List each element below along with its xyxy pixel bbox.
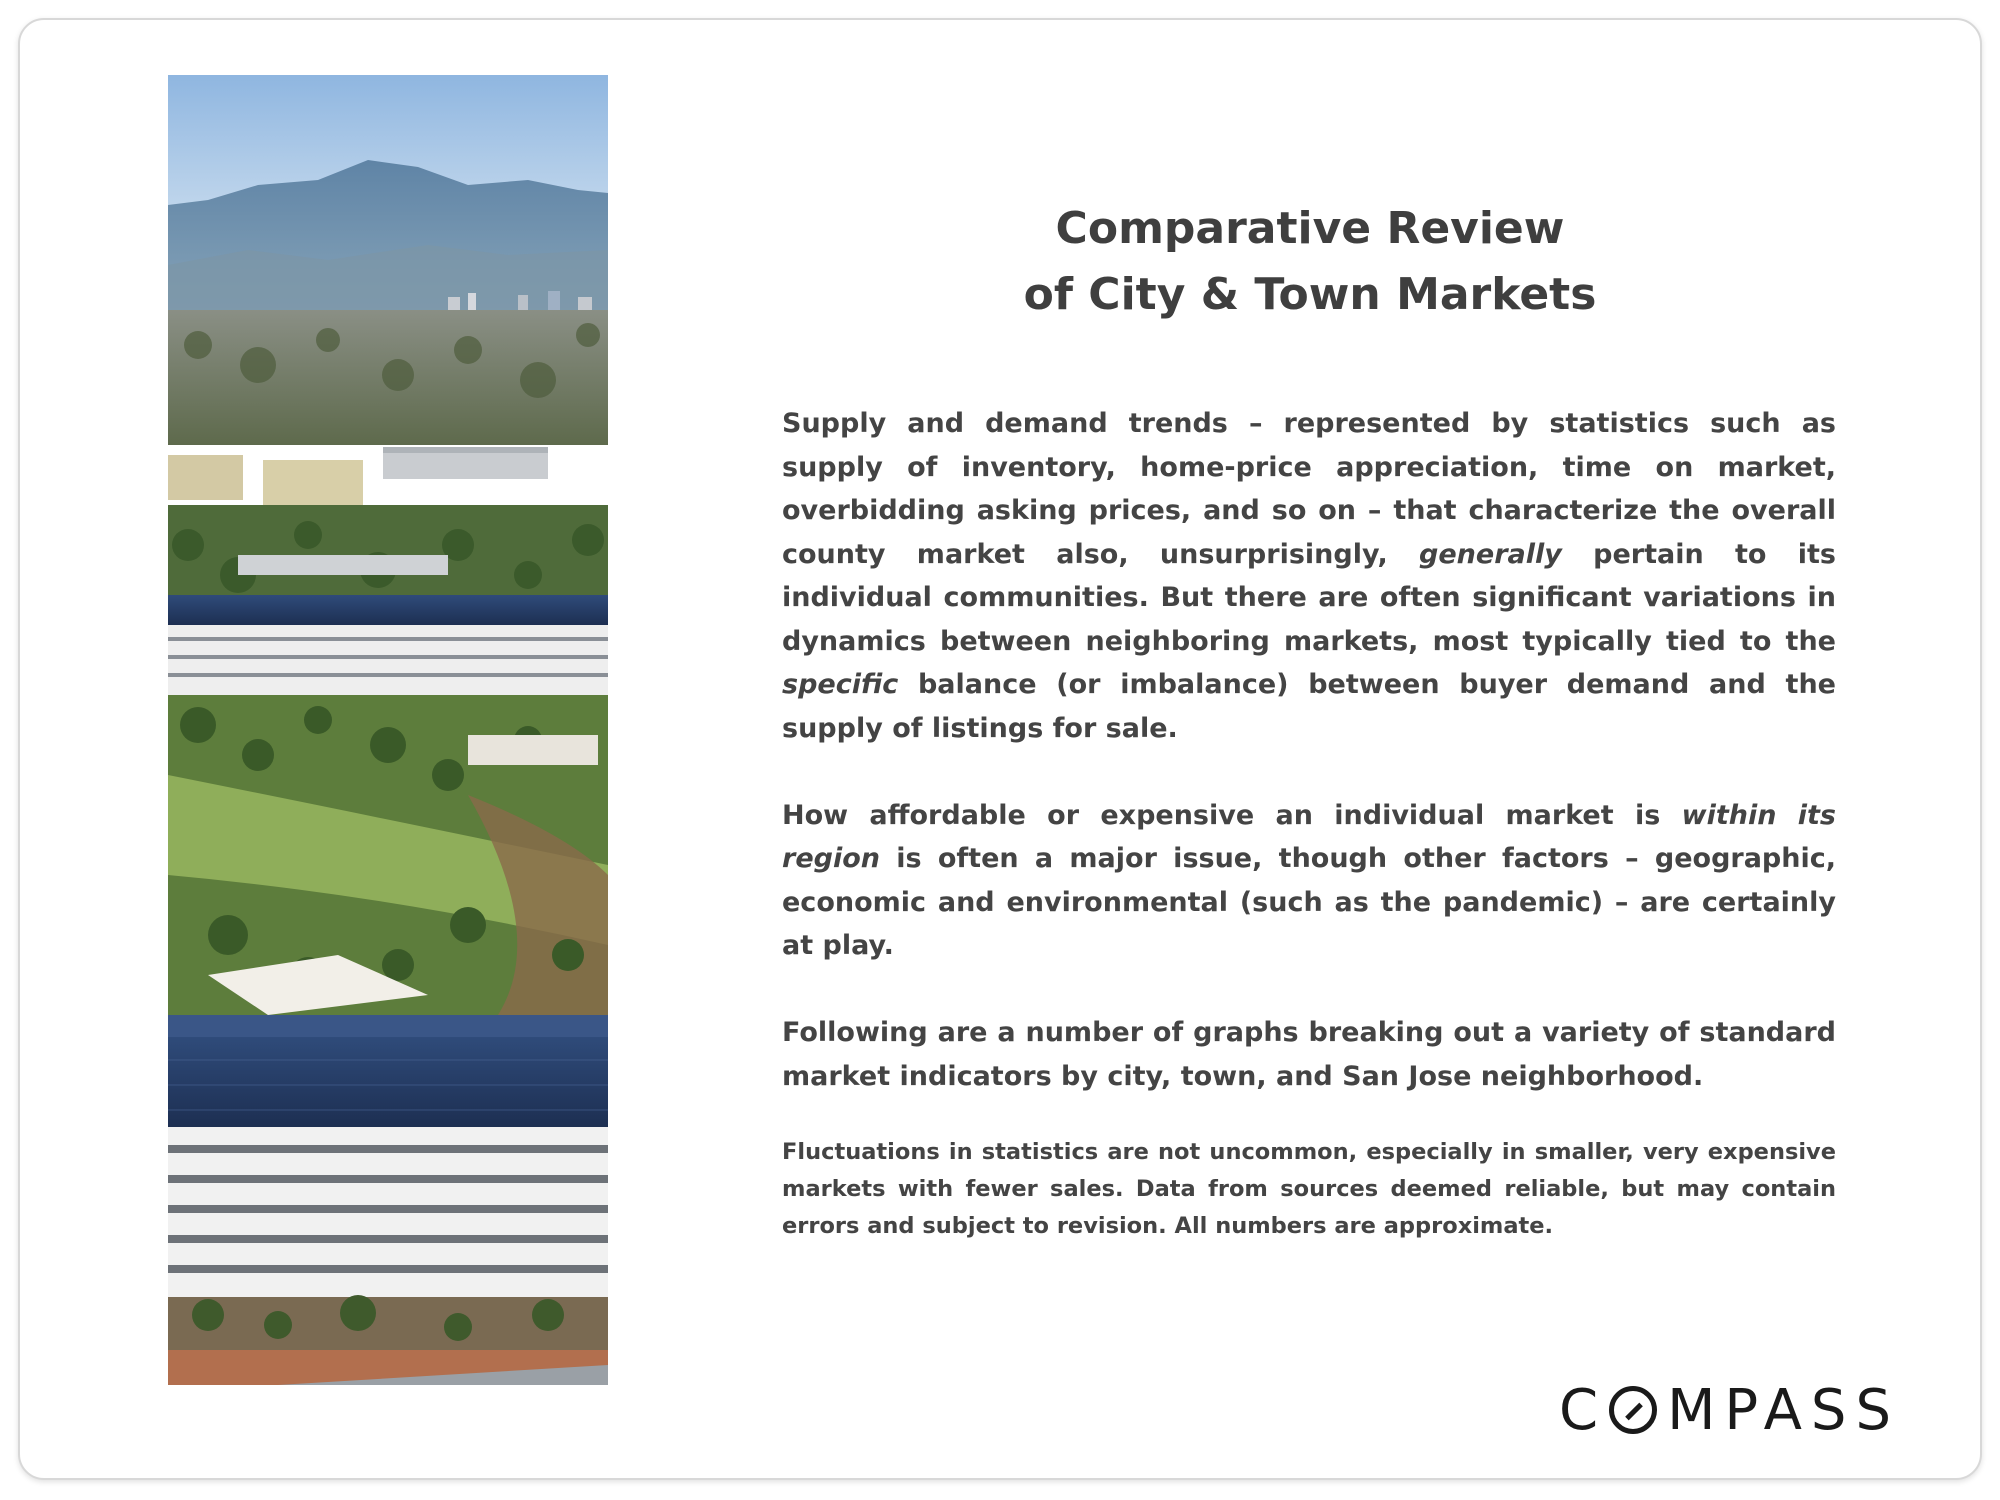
- compass-logo: [1530, 1378, 1900, 1442]
- title-line-1: Comparative Review: [1055, 203, 1565, 254]
- paragraph-1-text-a: Supply and demand trends – represented by statistics such as supply of inventory, home-price appreciation, time on market, overbidding asking prices, and so on – that characterize the overall county market also, unsurprisingly,: [782, 408, 1836, 570]
- compass-o-icon: [1609, 1386, 1657, 1434]
- disclaimer-text: Fluctuations in statistics are not uncommon, especially in smaller, very expensive markets with fewer sales. Data from sources deemed reliable, but may contain errors and subject to revision. All numbers are approximate.: [782, 1139, 1836, 1239]
- paragraph-affordability: [782, 794, 1836, 968]
- paragraph-1-text-b: pertain to its individual communities. But there are often significant variations in dynamics between neighboring markets, most typically tied to the: [782, 538, 1836, 657]
- page-title: [820, 196, 1800, 328]
- paragraph-1-text-c: balance (or imbalance) between buyer demand and the supply of listings for sale.: [782, 669, 1836, 744]
- body-text: [782, 402, 1836, 1142]
- paragraph-following-graphs: Following are a number of graphs breaking out a variety of standard market indicators by city, town, and San Jose neighborhood.: [782, 1017, 1836, 1092]
- campus-aerial-photo: [168, 75, 608, 1385]
- paragraph-2-text-a: How affordable or expensive an individual market is: [782, 799, 1682, 831]
- logo-letter-c: C: [1558, 1377, 1608, 1443]
- paragraph-2-emphasis-region: within its region: [782, 799, 1837, 874]
- paragraph-1-emphasis-specific: specific: [782, 669, 899, 700]
- title-line-2: of City & Town Markets: [1023, 269, 1597, 320]
- paragraph-1-emphasis-generally: generally: [1419, 538, 1562, 570]
- logo-letters-mpass: MPASS: [1667, 1377, 1900, 1443]
- paragraph-2-text-b: is often a major issue, though other factors – geographic, economic and environmental (such as the pandemic) – are certainly at play.: [782, 843, 1836, 961]
- paragraph-supply-demand: [782, 402, 1836, 750]
